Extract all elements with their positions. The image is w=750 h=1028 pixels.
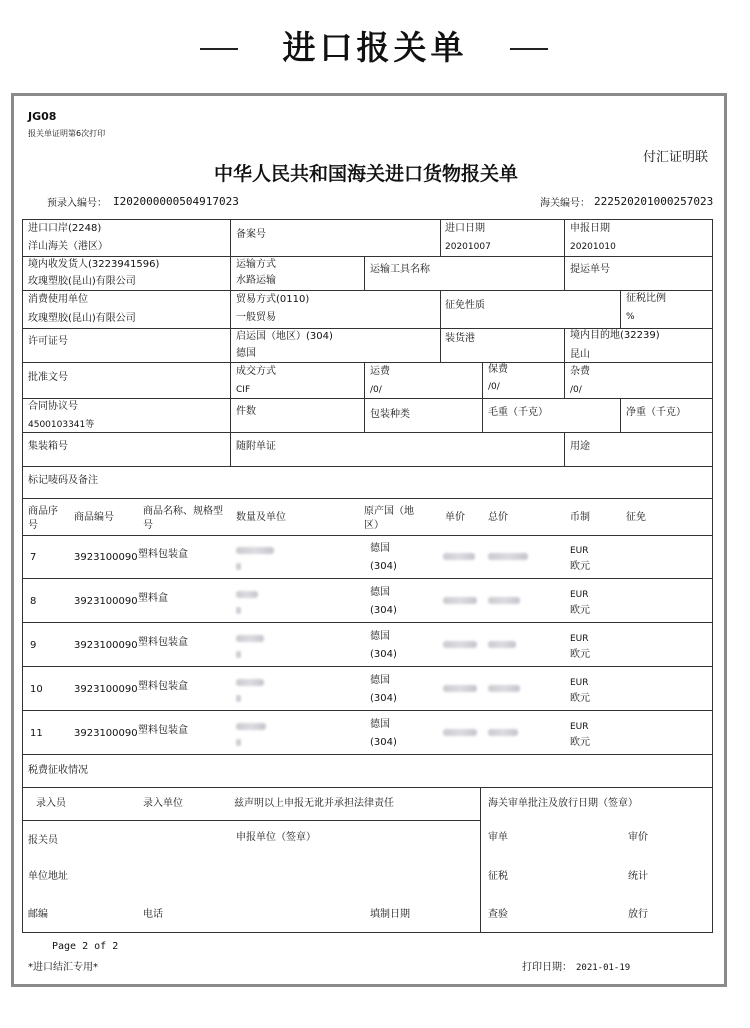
goods-origin: 德国 <box>370 719 390 730</box>
packages-label: 件数 <box>236 406 256 417</box>
price-review-label: 审价 <box>628 832 648 843</box>
special-use-note: *进口结汇专用* <box>28 962 98 973</box>
print-date-label: 打印日期： <box>522 962 572 973</box>
redacted-total-price <box>488 685 520 692</box>
goods-name: 塑料盒 <box>138 593 168 604</box>
row-line <box>22 398 713 399</box>
origin-country-label: 启运国（地区）(304) <box>236 331 333 342</box>
col-line <box>620 290 621 328</box>
col-line <box>482 362 483 432</box>
row-line <box>22 666 713 667</box>
insurance-value: /0/ <box>488 382 500 392</box>
row-line <box>22 290 713 291</box>
print-note: 报关单证明第6次打印 <box>28 129 106 138</box>
goods-header-total-price: 总价 <box>488 512 508 523</box>
redacted-unit-price <box>443 685 477 692</box>
goods-origin: 德国 <box>370 587 390 598</box>
goods-name: 塑料包装盒 <box>138 725 188 736</box>
attached-docs-label: 随附单证 <box>236 441 276 452</box>
goods-code: 3923100090 <box>74 684 138 695</box>
redacted-unit <box>236 563 241 570</box>
redacted-total-price <box>488 641 516 648</box>
address-label: 单位地址 <box>28 871 68 882</box>
redacted-unit <box>236 651 241 658</box>
tax-collection-label: 税费征收情况 <box>28 765 88 776</box>
goods-header-code: 商品编号 <box>74 512 114 523</box>
marks-label: 标记唛码及备注 <box>28 475 98 486</box>
fill-date-label: 填制日期 <box>370 909 410 920</box>
customs-no-label: 海关编号： <box>540 198 590 209</box>
col-line <box>564 328 565 362</box>
consumer-label: 消费使用单位 <box>28 294 88 305</box>
package-type-label: 包装种类 <box>370 409 410 420</box>
broker-label: 报关员 <box>28 835 58 846</box>
goods-name: 塑料包装盒 <box>138 681 188 692</box>
row-line <box>22 754 713 755</box>
record-no-label: 备案号 <box>236 229 266 240</box>
customs-number: 222520201000257023 <box>594 195 714 208</box>
goods-code: 3923100090 <box>74 640 138 651</box>
row-line <box>22 622 713 623</box>
redacted-total-price <box>488 597 520 604</box>
license-label: 许可证号 <box>28 336 68 347</box>
tax-ratio-label: 征税比例 <box>626 293 666 304</box>
goods-header-seq: 商品序号 <box>28 506 58 531</box>
row-line <box>22 498 713 499</box>
bill-no-label: 提运单号 <box>570 264 610 275</box>
goods-currency: EUR <box>570 678 589 688</box>
redacted-total-price <box>488 729 518 736</box>
row-line <box>22 710 713 711</box>
row-line <box>22 362 713 363</box>
col-line <box>620 398 621 432</box>
goods-currency-name: 欧元 <box>570 561 590 572</box>
form-title: 中华人民共和国海关进口货物报关单 <box>214 163 519 185</box>
goods-seq: 11 <box>30 728 43 739</box>
redacted-quantity <box>236 723 266 730</box>
destination-value: 昆山 <box>570 349 590 360</box>
trade-mode-label: 贸易方式(0110) <box>236 294 310 305</box>
goods-currency-name: 欧元 <box>570 605 590 616</box>
postcode-label: 邮编 <box>28 909 48 920</box>
freight-value: /0/ <box>370 385 382 395</box>
goods-header-exemption: 征免 <box>626 512 646 523</box>
goods-header-name: 商品名称、规格型号 <box>143 506 223 531</box>
redacted-unit-price <box>443 641 477 648</box>
redacted-unit <box>236 695 241 702</box>
col-line <box>564 219 565 256</box>
goods-code: 3923100090 <box>74 728 138 739</box>
redacted-total-price <box>488 553 528 560</box>
contract-value: 4500103341等 <box>28 420 95 430</box>
misc-fee-label: 杂费 <box>570 366 590 377</box>
loading-port-label: 装货港 <box>445 333 475 344</box>
row-line <box>22 466 713 467</box>
goods-origin: 德国 <box>370 543 390 554</box>
gross-weight-label: 毛重（千克） <box>488 407 548 418</box>
goods-origin-code: (304) <box>370 693 397 704</box>
goods-origin-code: (304) <box>370 561 397 572</box>
col-line <box>440 290 441 362</box>
goods-code: 3923100090 <box>74 596 138 607</box>
deal-mode-label: 成交方式 <box>236 366 276 377</box>
import-date-label: 进口日期 <box>445 223 485 234</box>
redacted-unit <box>236 607 241 614</box>
goods-currency-name: 欧元 <box>570 737 590 748</box>
declaration-table <box>22 219 713 933</box>
print-date: 2021-01-19 <box>576 963 631 973</box>
misc-fee-value: /0/ <box>570 385 582 395</box>
row-line <box>22 578 713 579</box>
redacted-quantity <box>236 591 258 598</box>
goods-seq: 10 <box>30 684 43 695</box>
destination-label: 境内目的地(32239) <box>570 330 660 341</box>
heading-dash-right <box>510 48 548 50</box>
copy-label: 付汇证明联 <box>643 150 709 165</box>
redacted-unit-price <box>443 597 477 604</box>
col-line <box>364 362 365 432</box>
row-line <box>22 787 713 788</box>
transport-mode-label: 运输方式 <box>236 259 276 270</box>
goods-header-unit-price: 单价 <box>445 512 465 523</box>
page-heading: 进口报关单 <box>282 28 468 67</box>
review-label: 审单 <box>488 832 508 843</box>
statistics-label: 统计 <box>628 871 648 882</box>
goods-header-qty-unit: 数量及单位 <box>236 512 286 523</box>
row-line <box>22 432 713 433</box>
declare-unit-label: 申报单位（签章） <box>236 832 316 843</box>
redacted-quantity <box>236 635 264 642</box>
goods-name: 塑料包装盒 <box>138 637 188 648</box>
col-line <box>564 256 565 290</box>
page-number: Page 2 of 2 <box>52 941 119 952</box>
exemption-nature-label: 征免性质 <box>445 300 485 311</box>
transport-mode-value: 水路运输 <box>236 275 276 286</box>
tax-ratio-value: % <box>626 312 635 322</box>
declare-date-label: 申报日期 <box>570 223 610 234</box>
declare-date-value: 20201010 <box>570 242 616 252</box>
pre-entry-number: I202000000504917023 <box>113 195 239 208</box>
goods-name: 塑料包装盒 <box>138 549 188 560</box>
origin-country-value: 德国 <box>236 348 256 359</box>
container-label: 集装箱号 <box>28 441 68 452</box>
row-line <box>22 535 713 536</box>
col-line <box>440 219 441 256</box>
freight-label: 运费 <box>370 366 390 377</box>
customs-approval-label: 海关审单批注及放行日期（签章） <box>488 798 638 809</box>
net-weight-label: 净重（千克） <box>626 407 686 418</box>
entry-clerk-label: 录入员 <box>36 798 66 809</box>
release-label: 放行 <box>628 909 648 920</box>
insurance-label: 保费 <box>488 364 508 375</box>
col-line <box>564 362 565 398</box>
goods-origin-code: (304) <box>370 649 397 660</box>
approval-label: 批准文号 <box>28 372 68 383</box>
form-code: JG08 <box>28 110 57 123</box>
tax-levy-label: 征税 <box>488 871 508 882</box>
row-line <box>22 328 713 329</box>
col-line <box>230 219 231 466</box>
goods-currency-name: 欧元 <box>570 693 590 704</box>
trade-mode-value: 一般贸易 <box>236 312 276 323</box>
consignee-label: 境内收发货人(3223941596) <box>28 259 160 270</box>
redacted-unit-price <box>443 729 477 736</box>
goods-currency: EUR <box>570 634 589 644</box>
goods-header-currency: 币制 <box>570 512 590 523</box>
goods-currency-name: 欧元 <box>570 649 590 660</box>
redacted-unit <box>236 739 241 746</box>
col-line <box>364 256 365 290</box>
goods-seq: 9 <box>30 640 37 651</box>
row-line <box>22 820 480 821</box>
goods-origin-code: (304) <box>370 605 397 616</box>
col-line <box>564 432 565 466</box>
consumer-value: 玫瑰塑胶(昆山)有限公司 <box>28 313 136 324</box>
import-date-value: 20201007 <box>445 242 491 252</box>
entry-port-value: 洋山海关（港区） <box>28 241 108 252</box>
goods-origin-code: (304) <box>370 737 397 748</box>
col-line <box>480 787 481 933</box>
goods-seq: 8 <box>30 596 37 607</box>
redacted-quantity <box>236 547 274 554</box>
consignee-value: 玫瑰塑胶(昆山)有限公司 <box>28 276 136 287</box>
goods-code: 3923100090 <box>74 552 138 563</box>
phone-label: 电话 <box>143 909 163 920</box>
goods-seq: 7 <box>30 552 37 563</box>
entry-unit-label: 录入单位 <box>143 798 183 809</box>
transport-tool-label: 运输工具名称 <box>370 264 430 275</box>
redacted-quantity <box>236 679 264 686</box>
row-line <box>22 256 713 257</box>
goods-currency: EUR <box>570 590 589 600</box>
contract-label: 合同协议号 <box>28 401 78 412</box>
deal-mode-value: CIF <box>236 385 251 395</box>
pre-entry-label: 预录入编号： <box>47 198 107 209</box>
goods-origin: 德国 <box>370 675 390 686</box>
goods-currency: EUR <box>570 722 589 732</box>
goods-origin: 德国 <box>370 631 390 642</box>
goods-header-origin: 原产国（地区） <box>364 506 414 531</box>
inspection-label: 查验 <box>488 909 508 920</box>
entry-port-label: 进口口岸(2248) <box>28 223 102 234</box>
goods-currency: EUR <box>570 546 589 556</box>
declaration-statement: 兹声明以上申报无讹并承担法律责任 <box>234 798 394 809</box>
usage-label: 用途 <box>570 441 590 452</box>
redacted-unit-price <box>443 553 475 560</box>
